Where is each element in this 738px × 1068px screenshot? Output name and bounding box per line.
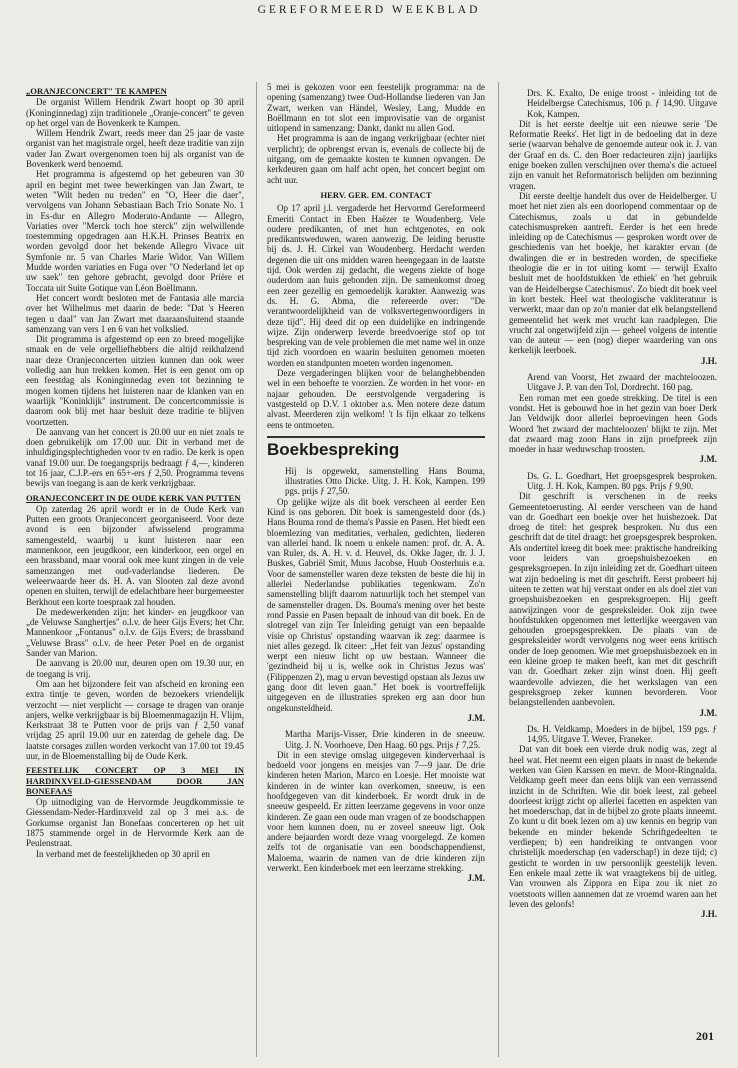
- reviewer-initials: J.M.: [699, 707, 717, 718]
- paragraph: Het programma is aan de ingang verkrijgbaar (echter niet verplicht); de opbrengst ervan is, evenals de collecte bij de uitgang, om de gemaakte kosten te kunnen opvangen. De kerkdeuren gaan om half acht open, het concert begint om acht uur.: [267, 133, 485, 185]
- reviewer-initials: J.M.: [467, 873, 485, 884]
- reviewer-initials: J.M.: [699, 454, 717, 465]
- column-1: [26, 82, 244, 1057]
- article-heading: FEESTELIJK CONCERT OP 3 MEI IN HARDINXVELD-GIESSENDAM DOOR JAN BONEFAAS: [26, 765, 244, 796]
- book-citation: Martha Marijs-Visser, Drie kinderen in de sneeuw. Uitg. J. N. Voorhoeve, Den Haag. 60 pgs. Prijs ƒ 7,25.: [285, 729, 485, 750]
- paragraph: Dat van dit boek een vierde druk nodig was, zegt al heel wat. Het neemt een eigen plaats in naast de bekende werken van Gien Karssen en mevr. de Moor-Ringnalda. Veldkamp geeft meer dan eens blijk van een verrassend inzicht in de Schriften. Wie dit boek leest, zal gebeel doorleest krijgt zicht op allerlei facetten en aspekten van het moederschap, dat in de bijbel zo grote plaats inneemt. Zo kunt u dit boek lezen om a) uw kennis en begrip van bekende en minder bekende Schriftgedeelten te verdiepen; b) een handreiking te ontvangen voor christelijk moederschap (en vaderschap!) in deze tijd; c) gesticht te worden in uw persoonlijk geestelijk leven. Een enkele maal zette ik wat vraagtekens bij de uitleg. Van vrouwen als Zippora en Eipa zou ik niet zo voetstoots willen aannemen dat ze vroemd waren aan het leven des geloofs!: [509, 744, 717, 909]
- paragraph: Om aan het bijzondere feit van afscheid en kroning een extra tintje te geven, worden de bezoekers vriendelijk verzocht — niet verplicht — corsage te dragen van oranje anjers, welke verkrijgbaar is bij Bloemenmagazijn H. Vlijm, Kerkstraat 38 te Putten voor de prijs van ƒ 2,50 vanaf vrijdag 25 april 19.00 uur en zaterdag de gehele dag. De laatste corsages zullen worden verkocht van 17.00 tot 19.45 uur, in de Bloemenstalling bij de Oude Kerk.: [26, 678, 244, 761]
- article-heading: HERV. GER. EM. CONTACT: [320, 189, 432, 200]
- book-citation: Ds. H. Veldkamp, Moeders in de bijbel, 159 pgs. ƒ 14,95. Uitgave T. Wever, Franeker.: [527, 723, 717, 745]
- paragraph: Het concert wordt besloten met de Fantasia alle marcia over het Wilhelmus met daarin de bede: "Dat 's Heeren tegen u daal" van Jan Zwart met daaraansluitend staande samenzang van vers 1 en 6 van het volkslied.: [26, 292, 244, 334]
- reviewer-initials: J.H.: [700, 909, 717, 920]
- paragraph: In verband met de feestelijkheden op 30 april en: [36, 848, 210, 859]
- article-heading: „ORANJECONCERT" TE KAMPEN: [26, 86, 167, 96]
- reviewer-initials: J.H.: [700, 355, 717, 366]
- book-citation: Hij is opgewekt, samenstelling Hans Bouma, illustraties Otto Dicke. Uitg. J. H. Kok, Kampen. 199 pgs. prijs ƒ 27,50.: [285, 465, 485, 497]
- paragraph: Willem Hendrik Zwart, reeds meer dan 25 jaar de vaste organist van het magistrale orgel, heeft deze traditie van zijn vader Jan Zwart overgenomen toen hij als organist van de Bovenkerk werd benoemd.: [26, 128, 244, 170]
- reviewer-initials: J.M.: [467, 712, 485, 723]
- section-title: Boekbespreking: [267, 436, 485, 460]
- page-header: GEREFORMEERD WEEKBLAD: [257, 4, 481, 16]
- paragraph: Het programma is afgestemd op het gebeuren van 30 april en begint met twee bewerkingen van Jan Zwart, te weten "Wilt heden nu treden" en "O, Heer die daer", vervolgens van Johann Sebastiaan Bach Trio Sonate No. 1 in Es-dur en Allegro Moderato-Andante — Allegro, Variaties over "Merck toch hoe sterck" zijn welwillende toestemming opgedragen aan H.K.H. Prinses Beatrix en worden gevolgd door het bekende Allegro Vivace uit Symfonie nr. 5 van Charles Marie Widor. Van Willem Mudde worden variaties en Fuga over "O Nederland let op uw saek" ten gehore gebracht, gevolgd door Prière et Toccata uit Suite Gotique van Léon Boëllmann.: [26, 169, 244, 293]
- paragraph: Een roman met een goede strekking. De titel is een vondst. Het is gebouwd hoe in het gezin van boer Derk Jan Veldwijk door allerlei beproevingen heen Gods Woord 'het zwaard der machteloozen' blijkt te zijn. Met dat zwaard mag zoon Hans in zijn proefpreek zijn moeder in haar weduwschap troosten.: [509, 392, 717, 455]
- column-3: [498, 82, 717, 1057]
- paragraph: Op zaterdag 26 april wordt er in de Oude Kerk van Putten een groots Oranjeconcert georganiseerd. Voor deze avond is een bijzonder afwisselend programma samengesteld, waarbij u kunt luisteren naar een mannenkoor, een jeugdkoor, een kinderkoor, een orgel en een brassband, maar vooral ook mee kunt zingen in de vele samenzangen met oud-vaderlandse liederen. De weleerwaarde heer ds. H. A. van Slooten zal deze avond openen en sluiten, terwijl de edelachtbare heer burgemeester Berkhout een korte toespraak zal houden.: [26, 503, 244, 607]
- paragraph: Dit in een stevige omslag uitgegeven kinderverhaal is bedoeld voor jongens en meisjes van 7—9 jaar. De drie kinderen heten Marion, Marco en Loesje. Het mooiste wat kinderen in de winter kan overkomen, sneeuw, is een hoofdgegeven van dit kinderboek. Er wordt druk in de sneeuw gespeeld. Er zitten leerzame gegevens in voor onze kinderen. Ze gaan een oude man vragen of ze boodschappen voor hem kunnen doen, nu er zoveel sneeuw ligt. Ook andere bejaarden wordt deze vraag voorgelegd. Ze komen zelfs tot de organisatie van een boodschappendienst, Maloema, waarin de namen van de drie kinderen zijn verwerkt. Een kinderboek met een leerzame strekking.: [267, 749, 485, 874]
- paragraph: Deze vergaderingen blijken voor de belanghebbenden wel in een behoefte te voorzien. Ze worden in het voor- en najaar gehouden. De eerstvolgende vergadering is vastgesteld op D.V. 1 oktober a.s. Men notere deze datum alvast. Meerderen zijn welkom! 't Is fijn elkaar zo telkens eens te ontmoeten.: [267, 368, 485, 430]
- paragraph: Dit geschrift is verschenen in de reeks Gemeentetoerusting. Al eerder verscheen van de hand van dr. Goedhart een boekje over het huisbezoek. Dat droeg de titel: het gesprek besproken. Nu dus een geschrift dat de titel draagt: het groepsgesprek besproken. Als ondertitel kreeg dit boek mee: praktische handreiking voor leiders van groepshuisbezoeken en gespreksgroepen. In zijn inleiding zet dr. Goedhart uiteen wat zijn bedoeling is met dit geschrift. Eerst probeert hij uiteen te zetten wat hij verstaat onder en als doel ziet van groepshuisbezoeken en gespreksgroepen. Hij geeft aanwijzingen voor de gespreksleider. Ook zijn twee hoofdstukken opgenomen met letterlijke weergaven van gehouden groepsgesprekken. De plaats van de gespreksleider wordt vervolgens nog weer eens kritisch onder de loep genomen. Wie met groepshuisbezoek en in een kleine groep te maken heeft, kan met dit geschrift van dr. Goedhart zeker zijn winst doen. Hij geeft waardevolle adviezen, die het werkslagen van een gespreksgroep zeker kunnen bevorderen. Voor belangstellenden aanbevolen.: [509, 491, 717, 708]
- paragraph: Op gelijke wijze als dit boek verscheen al eerder Een Kind is ons geboren. Dit boek is samengesteld door (ds.) Hans Bouma rond de thema's Passie en Pasen. Het biedt een bloemlezing van meditaties, verhalen, gedichten, liederen van allerlei hand. Ik noem u enkele namen: prof. dr. A. A. van Ruler, ds. A. H. v. d. Heuvel, ds. Okke Jager, dr. J. J. Buskes, Gabriël Smit, Muus Jacobse, Huub Oosterhuis e.a. Voor de samensteller waren deze teksten de beste die hij in allerlei Nederlandse publikaties tegenkwam. Zo'n samenstelling blijft daarom natuurlijk toch het stempel van de samensteller dragen. Ds. Bouma's mening over het beste rond Passie en Pasen bepaalt de inhoud van dit boek. En de slotregel van zijn Ter Inleiding getuigt van een bepaalde visie op Christus' opstanding waarvan ik zeg: daarmee is niet alles gezegd. Ik citeer: „Het feit van Jezus' opstanding werpt een nieuw licht op uw bestaan. Wanneer die 'gezindheid bij u is, welke ook in Christus Jezus was' (Filippenzen 2), mag u ervan bevestigd opstaan als Jezus uw gang door dit leven gaan." Het boek is voortreffelijk uitgegeven en de illustraties spreken erg aan door hun ongekunsteldheid.: [267, 496, 485, 713]
- paragraph: De aanvang is 20.00 uur, deuren open om 19.30 uur, en de toegang is vrij.: [26, 658, 244, 679]
- paragraph: Dit programma is afgestemd op een zo breed mogelijke smaak en de vele orgelliefhebbers die altijd reikhalzend naar deze Oranjeconcerten uitzien kunnen dan ook weer volledig aan hun trekken komen. Het is een genot om op een feestdag als Koninginnedag even tot bezinning te mogen komen tijdens het luisteren naar de klanken van en waarlijk "Koninklijk" instrument. De concertcommissie is daarom ook blij met haar besluit deze traditie te blijven voortzetten.: [26, 334, 244, 427]
- book-citation: Drs. K. Exalto, De enige troost - inleiding tot de Heidelbergse Catechismus, 106 p. ƒ 14,90. Uitgave Kok, Kampen.: [527, 88, 717, 119]
- paragraph: De organist Willem Hendrik Zwart hoopt op 30 april (Koninginnedag) zijn traditionele „Oranje-concert" te geven op het orgel van de Bovenkerk te Kampen.: [26, 97, 244, 128]
- paragraph: De medewerkenden zijn: het kinder- en jeugdkoor van „de Veluwse Sanghertjes" o.l.v. de heer Gijs Evers; het Chr. Mannenkoor „Fontanus" o.l.v. de Gijs Evers; de brassband „Veluwse Brass" o.l.v. de heer Peter Poel en de organist Sander van Marion.: [26, 606, 244, 659]
- paragraph: Dit is het eerste deeltje uit een nieuwe serie 'De Reformatie Reeks'. Het ligt in de bedoeling dat in deze serie (waarvan behalve de genoemde auteur ook ir. J. van der Graaf en ds. C. den Boer redacteuren zijn) jaarlijks enige boeken zullen verschijnen over thema's die actueel zijn en vanuit het Reformatorisch belijden om bezinning vragen.: [509, 118, 717, 191]
- paragraph: Dit eerste deeltje handelt dus over de Heidelberger. U moet het niet zien als een doorlopend commentaar op de Catechismus, zoals u dat in gebundelde catechismuspreken aantreft. Eerder is het een brede inleiding op de Catechismus — gesproken wordt over de geschiedenis van het boekje, het karakter ervan (de dwalingen die er in bestreden worden, de specifieke theologie die er in tot uiting komt — terwijl Exalto besluit met de hoofdstukken 'de ethiek' en 'het gebruik van de Heidelbergse Catechismus'. Zo biedt dit boek veel in kort bestek. Heel wat theologische vakliteratuur is verwerkt, maar dan op zo'n manier dat elk belangstellend gemeentelid het werk met vrucht kan raadplegen. Die vrucht zal ongetwijfeld zijn — geheel volgens de intentie van de auteur — een (nog) dieper waardering van ons kerkelijk leerboek.: [509, 190, 717, 356]
- paragraph: Op 17 april j.l. vergaderde het Hervormd Gereformeerd Emeriti Contact in Eben Haëzer te Woudenberg. Vele oudere predikanten, of met hun echtgenotes, en ook predikantsweduwen, waren aanwezig. De leiding berustte bij ds. J. H. Cirkel van Woudenberg. Herdacht werden degenen die uit ons midden waren heengegaan in de laatste tijd. Ook werden zij gedacht, die wegens ziekte of hoge ouderdom aan huis gebonden zijn. De samenkomst droeg een zeer gezellig en gemoedelijk karakter. Aanwezig was ds. H. G. Abma, die refereerde over: "De verantwoordelijkheid van de volksvertegenwoordigers in deze tijd". Hij deed dit op een duidelijke en indringende wijze. Zijn onderwerp leverde breedvoerige stof op tot bespreking van de vele problemen die met name wel in onze tijd zich voordoen en waarin besluiten genomen moeten worden en standpunten moeten worden ingenomen.: [267, 203, 485, 368]
- paragraph: De aanvang van het concert is 20.00 uur en niet zoals te doen gebruikelijk om 17.00 uur. Dit in verband met de inhuldigingsplechtigheden voor tv en radio. De kerk is open vanaf 19.00 uur. De toegangsprijs bedraagt ƒ 4,—, kinderen tot 16 jaar, C.J.P.-ers en 65+-ers ƒ 2,50. Programma tevens bewijs van toegang is aan de kerk verkrijgbaar.: [26, 426, 244, 489]
- book-citation: Arend van Voorst, Het zwaard der machteloozen. Uitgave J. P. van den Tol, Dordrecht. 160 pag.: [527, 372, 717, 393]
- article-heading: ORANJECONCERT IN DE OUDE KERK VAN PUTTEN: [26, 492, 241, 503]
- paragraph: 5 mei is gekozen voor een feestelijk programma: na de opening (samenzang) twee Oud-Hollandse liederen van Jan Zwart, werken van Händel, Wesley, Lang, Mudde en Boëllmann en tot slot een improvisatie van de organist uitlopend in samenzang: Dankt, dankt nu allen God.: [267, 82, 485, 134]
- page-number: 201: [696, 1029, 714, 1043]
- column-2: [256, 82, 485, 1057]
- book-citation: Ds. G. L. Goedhart, Het groepsgesprek besproken. Uitg. J. H. Kok, Kampen. 80 pgs. Prijs ƒ 9,90.: [527, 470, 717, 491]
- paragraph: Op uitnodiging van de Hervormde Jeugdkommissie te Giessendam-Neder-Hardinxveld zal op 3 mei a.s. de Gorkumse organist Jan Bonefaas concerteren op het uit 1875 stammende orgel in de Hervormde Kerk aan de Peulenstraat.: [26, 797, 244, 849]
